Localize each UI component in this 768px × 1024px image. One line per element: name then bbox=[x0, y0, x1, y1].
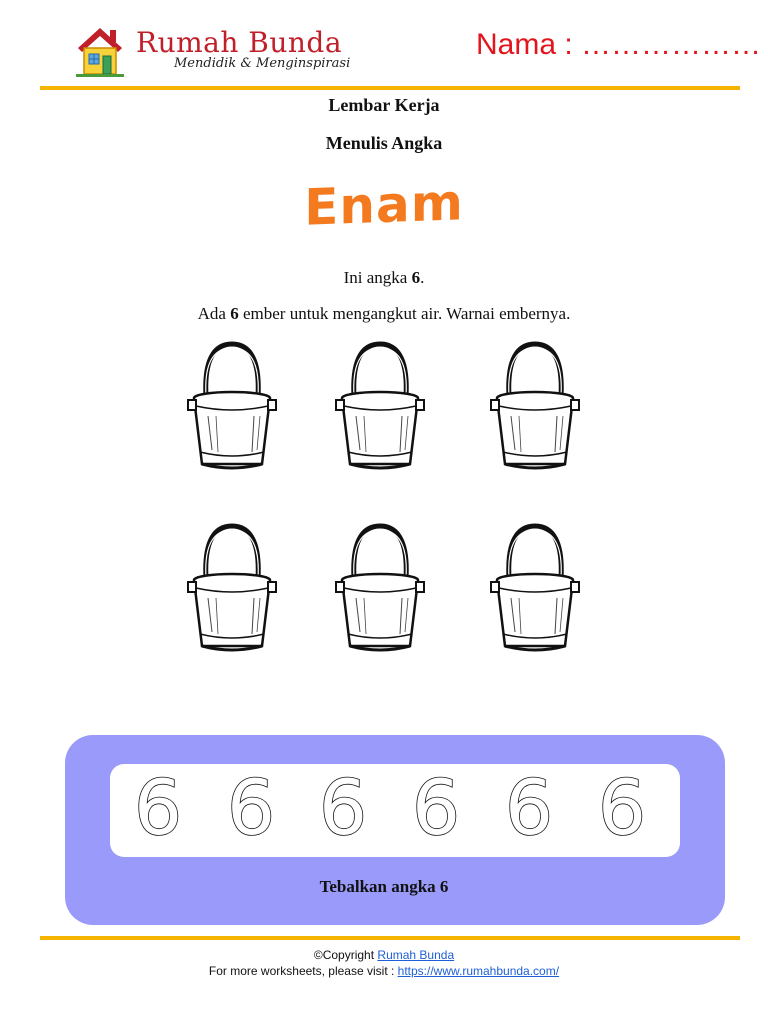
bucket-icon bbox=[182, 522, 282, 654]
bucket-icon bbox=[330, 340, 430, 472]
footer-divider bbox=[40, 936, 740, 940]
trace-digit[interactable]: 6 bbox=[226, 763, 276, 852]
trace-digit[interactable]: 6 bbox=[504, 763, 554, 852]
footer-visit bbox=[0, 964, 768, 978]
footer-copyright bbox=[0, 948, 768, 962]
website-link[interactable]: https://www.rumahbunda.com/ bbox=[397, 964, 560, 978]
bucket-icon bbox=[485, 522, 585, 654]
brand-name: Rumah Bunda bbox=[136, 26, 343, 59]
instruction-number: 6 bbox=[230, 304, 239, 323]
house-logo-icon bbox=[72, 24, 128, 78]
student-name-field[interactable]: Nama : ……………… bbox=[476, 28, 762, 61]
instruction-suffix: ember untuk mengangkut air. Warnai embernya. bbox=[238, 304, 571, 323]
intro-suffix: . bbox=[420, 268, 425, 287]
worksheet-subtitle: Menulis Angka bbox=[325, 133, 443, 153]
bucket-icon bbox=[330, 522, 430, 654]
trace-digit[interactable]: 6 bbox=[318, 763, 368, 852]
intro-sentence bbox=[0, 268, 768, 288]
worksheet-title: Lembar Kerja bbox=[328, 95, 440, 115]
tracing-caption: Tebalkan angka 6 bbox=[319, 877, 449, 896]
brand-tagline: Mendidik & Menginspirasi bbox=[174, 56, 351, 71]
bucket-icon bbox=[485, 340, 585, 472]
header-divider bbox=[40, 86, 740, 90]
copyright-link[interactable]: Rumah Bunda bbox=[377, 948, 455, 962]
visit-prefix: For more worksheets, please visit : bbox=[208, 964, 398, 978]
instruction-sentence bbox=[0, 304, 768, 324]
trace-digit[interactable]: 6 bbox=[411, 763, 461, 852]
trace-digit[interactable]: 6 bbox=[597, 763, 647, 852]
instruction-prefix: Ada bbox=[197, 304, 231, 323]
tracing-box bbox=[110, 764, 680, 857]
intro-prefix: Ini angka bbox=[343, 268, 412, 287]
bucket-icon bbox=[182, 340, 282, 472]
number-word-title: Enam bbox=[304, 173, 464, 237]
intro-number: 6 bbox=[411, 268, 421, 287]
copyright-prefix: ©Copyright bbox=[313, 948, 378, 962]
trace-digit[interactable]: 6 bbox=[133, 763, 183, 852]
